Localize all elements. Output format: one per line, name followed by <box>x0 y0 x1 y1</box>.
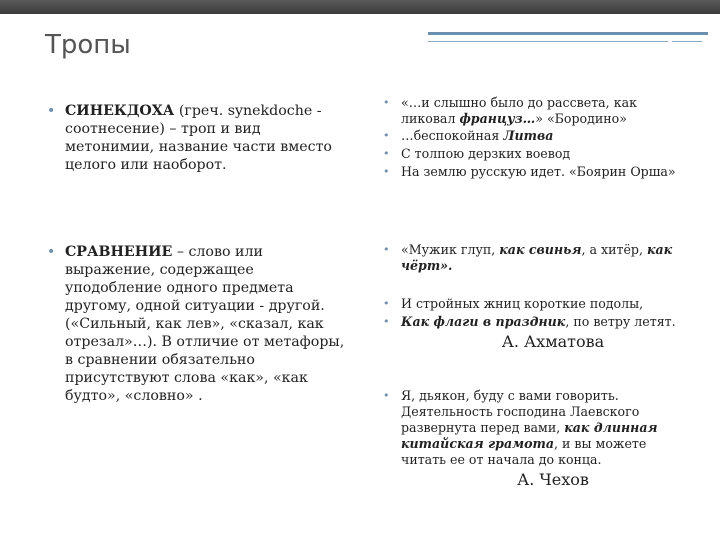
bullet: • <box>47 244 56 260</box>
bullet: • <box>383 389 390 402</box>
example-text: «Мужик глуп, <box>401 242 500 257</box>
right-column-2 <box>383 242 683 274</box>
example-chekhov <box>383 388 683 468</box>
example-emphasis: как чёрт <box>401 242 673 273</box>
example-emphasis: Как флаги в праздник <box>401 314 566 329</box>
comparison-term: СРАВНЕНИЕ <box>65 244 173 260</box>
example-text: , и вы можете читать ее от начала до конца. <box>401 436 647 467</box>
example-text: С толпою дерзких воевод <box>401 146 571 161</box>
author-chekhov: А. Чехов <box>517 470 589 489</box>
example-text: , по ветру летят. <box>565 314 676 329</box>
example-muzhik <box>383 242 683 274</box>
left-column <box>47 102 347 174</box>
bullet: • <box>383 129 390 142</box>
top-bar-band <box>0 0 720 14</box>
left-column-2 <box>47 243 347 405</box>
example-borodino <box>383 95 683 127</box>
example-emphasis: ». <box>440 258 453 273</box>
comparison-definition <box>47 243 347 405</box>
slide-title: Тропы <box>45 30 131 60</box>
bullet: • <box>383 147 390 160</box>
example-text: «…и слышно было до рассвета, как ликовал <box>401 95 637 126</box>
right-column <box>383 95 683 180</box>
synecdoche-text: (греч. synekdoche - соотнесение) – троп и вид метонимии, название части вместо целого или наоборот. <box>65 103 332 173</box>
example-emphasis: как свинья <box>499 242 582 257</box>
title-rule-thick <box>428 32 708 35</box>
bullet: • <box>383 297 390 310</box>
right-column-3 <box>383 296 683 351</box>
example-zhnits <box>383 296 683 312</box>
synecdoche-definition <box>47 102 347 174</box>
example-emphasis: Литва <box>503 128 554 143</box>
example-voevod <box>383 146 683 162</box>
top-bar <box>0 0 720 18</box>
example-text: И стройных жниц короткие подолы, <box>401 296 644 311</box>
bullet: • <box>47 103 56 119</box>
title-rule-thin <box>428 41 668 42</box>
right-column-4 <box>383 388 683 489</box>
example-litva <box>383 128 683 144</box>
bullet: • <box>383 96 390 109</box>
bullet: • <box>383 165 390 178</box>
comparison-text: – слово или выражение, содержащее уподобление одного предмета другому, одной ситуации - другой. («Сильный, как лев», «сказал, как отрезал»…). В отличие от метафоры, в сравнении обязательно присутствуют слова «как», «как будто», «словно» . <box>65 244 345 404</box>
author-akhmatova: А. Ахматова <box>501 332 605 351</box>
example-text: …беспокойная <box>401 128 504 143</box>
example-text: , а хитёр, <box>581 242 647 257</box>
example-flagi <box>383 314 683 330</box>
example-emphasis: как длинная китайская грамота <box>401 420 658 451</box>
bullet: • <box>383 243 390 256</box>
example-text: » «Бородино» <box>535 111 627 126</box>
example-text: На землю русскую идет. «Боярин Орша» <box>401 164 676 179</box>
example-text: Я, дьякон, буду с вами говорить. Деятельность господина Лаевского развернута перед вами, <box>401 388 640 435</box>
example-orsha <box>383 164 683 180</box>
example-emphasis: француз… <box>459 111 536 126</box>
synecdoche-term: СИНЕКДОХА <box>65 103 175 119</box>
bullet: • <box>383 315 390 328</box>
title-rule-thin-end <box>672 41 702 42</box>
